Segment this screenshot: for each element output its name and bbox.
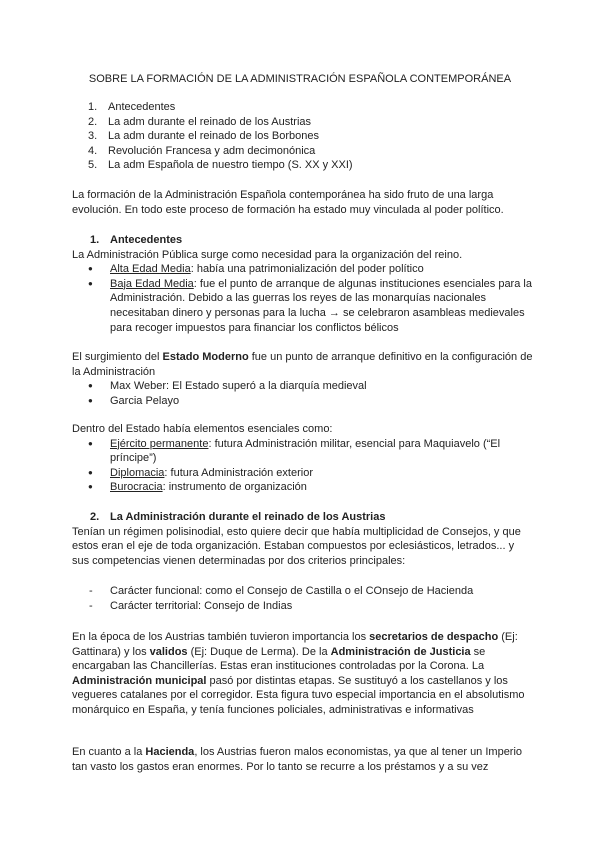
list-item: ● Ejército permanente: futura Administración militar, esencial para Maquiavelo (“El príncipe”): [72, 437, 534, 466]
section-heading: 1. Antecedentes: [90, 234, 183, 246]
toc-item: 1. Antecedentes: [88, 101, 176, 113]
list-item: ● Alta Edad Media: había una patrimonialización del poder político: [72, 262, 534, 277]
elementos-block: [72, 422, 534, 495]
section-lead: La Administración Pública surge como necesidad para la organización del reino.: [72, 248, 463, 261]
intro-paragraph: La formación de la Administración Española contemporánea ha sido fruto de una larga evolución. En todo este proceso de formación ha estado muy vinculada al poder político.: [72, 189, 504, 216]
section-austrias: [72, 510, 534, 568]
criterios-list: [72, 584, 534, 613]
table-of-contents: [88, 100, 353, 173]
list-item: - Carácter territorial: Consejo de Indias: [72, 599, 534, 614]
list-item: ● Burocracia: instrumento de organización: [72, 480, 534, 495]
toc-item: 5. La adm Española de nuestro tiempo (S. XX y XXI): [88, 159, 353, 172]
toc-item: 2. La adm durante el reinado de los Austrias: [88, 115, 312, 128]
list-item: ● Garcia Pelayo: [72, 394, 534, 409]
toc-item: 3. La adm durante el reinado de los Borbones: [88, 130, 319, 143]
section-heading: 2. La Administración durante el reinado de los Austrias: [90, 511, 386, 523]
estado-moderno-block: [72, 350, 534, 408]
section-lead: Tenían un régimen polisinodial, esto quiere decir que había multiplicidad de Consejos, y que estos eran el eje de toda organización. Estaban compuestos por eclesiásticos, letrados... y sus competencias vienen determinadas por dos criterios principales:: [72, 525, 521, 567]
edad-media-list: [72, 262, 534, 335]
austrias-paragraph: En la época de los Austrias también tuvieron importancia los secretarios de despacho (Ej: Gattinara) y los validos (Ej: Duque de Lerma). De la Administración de Justicia se encargaban las Chancillerías. Estas eran instituciones controladas por la Corona. La Administración municipal pasó por distintas etapas. Se sustituyó a los castellanos y los vegueres catalanes por el corregidor. Esta figura tuvo especial importancia en el absolutismo monárquico en España, y tenía funciones policiales, administrativas e informativas: [72, 631, 525, 716]
elementos-list: [72, 437, 534, 495]
hacienda-paragraph: En cuanto a la Hacienda, los Austrias fueron malos economistas, ya que al tener un Imperio tan vasto los gastos eran enormes. Por lo tanto se recurre a los préstamos y a su vez: [72, 746, 523, 773]
list-item: ● Diplomacia: futura Administración exterior: [72, 466, 534, 481]
section-antecedentes: [72, 233, 534, 335]
list-item: ● Max Weber: El Estado superó a la diarquía medieval: [72, 379, 534, 394]
toc-item: 4. Revolución Francesa y adm decimonónica: [88, 144, 316, 157]
document-title: SOBRE LA FORMACIÓN DE LA ADMINISTRACIÓN ESPAÑOLA CONTEMPORÁNEA: [88, 73, 512, 85]
elementos-lead: Dentro del Estado había elementos esenciales como:: [72, 423, 333, 435]
list-item: - Carácter funcional: como el Consejo de Castilla o el COnsejo de Hacienda: [72, 584, 534, 599]
estado-moderno-list: [72, 379, 534, 408]
estado-moderno-paragraph: El surgimiento del Estado Moderno fue un punto de arranque definitivo en la configuración de la Administración: [72, 351, 533, 378]
list-item: ● Baja Edad Media: fue el punto de arranque de algunas instituciones esenciales para la Administración. Debido a las guerras los reyes de las monarquías nacionales necesitaban dinero y personas para la lucha → se celebraron asambleas medievales para recoger impuestos para financiar los conflictos bélicos: [72, 277, 534, 335]
